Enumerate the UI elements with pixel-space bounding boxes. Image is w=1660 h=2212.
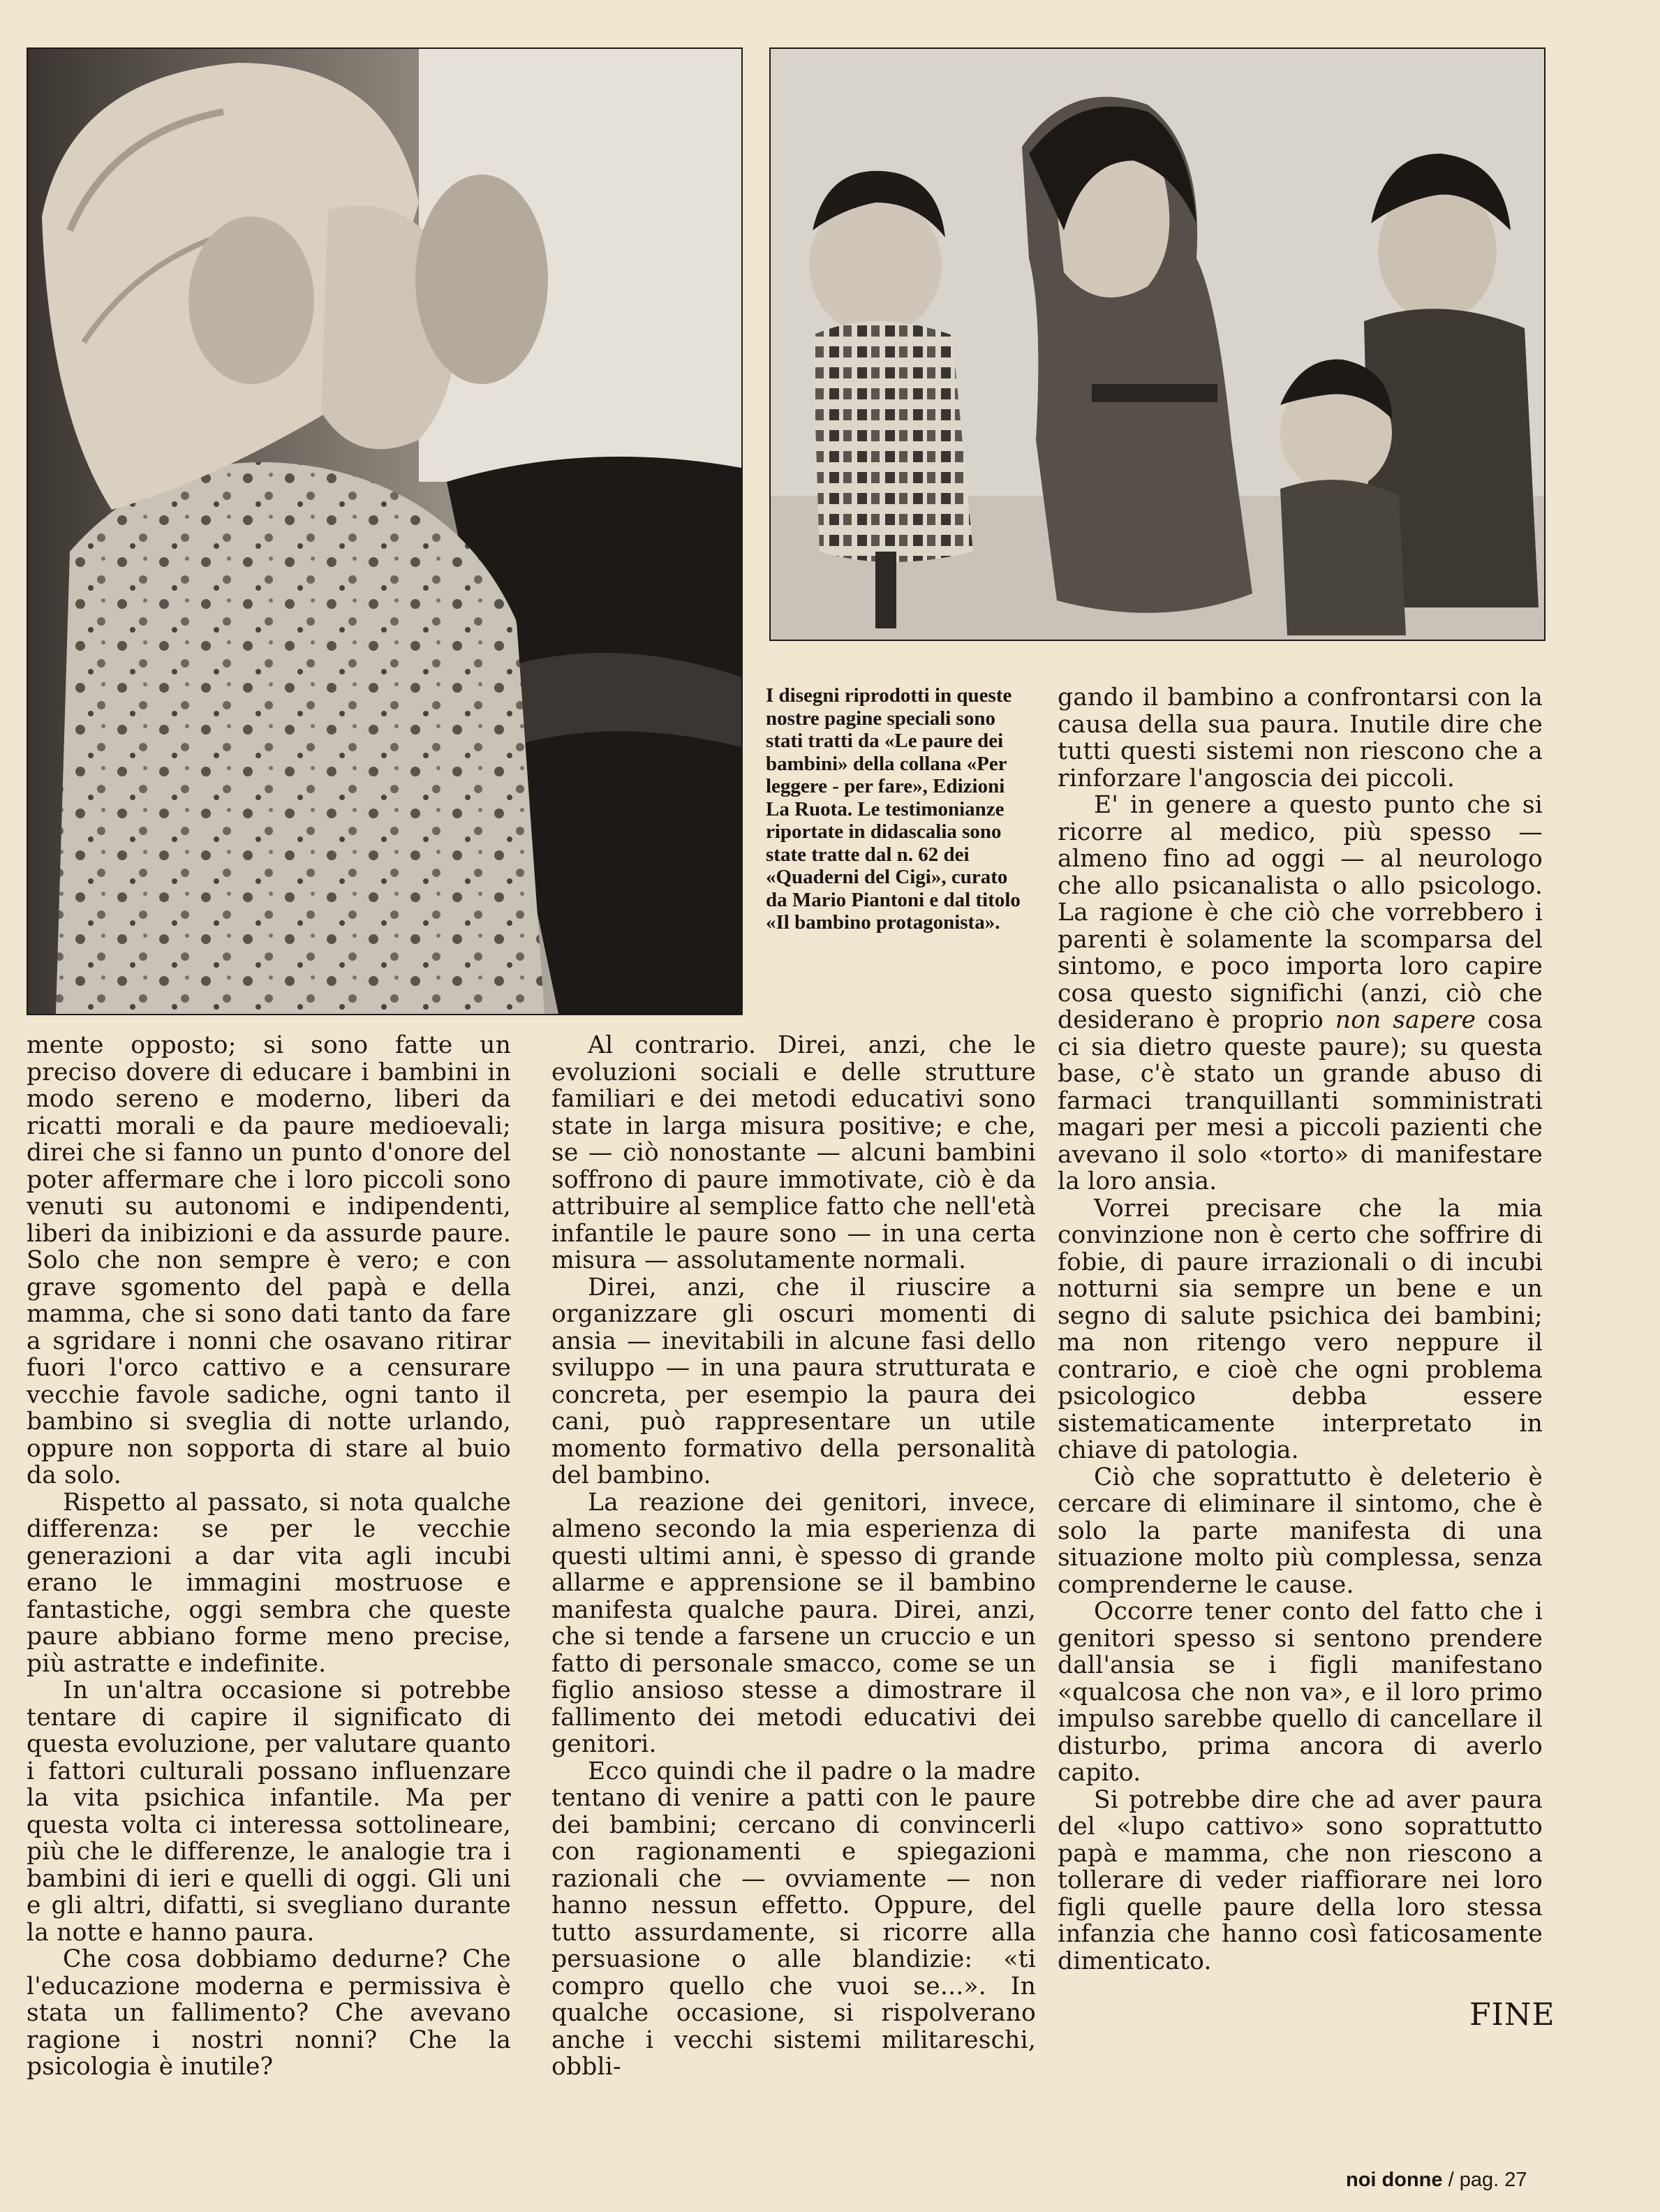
paragraph: mente opposto; si sono fatte un preciso dovere di educare i bambini in modo sereno e moderno, liberi da ricatti morali e da paure medioevali; direi che si fanno un punto d'onore del poter affermare che i loro piccoli sono venuti su autonomi e indipendenti, liberi da inibizioni e da assurde paure. Solo che non sempre è vero; e con grave sgomento del papà e della mamma, che si sono dati tanto da fare a sgridare i nonni che osavano ritirar fuori l'orco cattivo e a censurare vecchie favole sadiche, ogni tanto il bambino si sveglia di notte urlando, oppure non sopporta di stare al buio da solo. [27,1031,511,1489]
paragraph: In un'altra occasione si potrebbe tentare di capire il significato di questa evoluzione, per valutare quanto i fattori culturali possano influenzare la vita psichica infantile. Ma per questa volta ci interessa sottolineare, più che le differenze, le analogie tra i bambini di ieri e quelli di oggi. Gli uni e gli altri, difatti, si svegliano durante la notte e hanno paura. [27,1676,511,1947]
paragraph: gando il bambino a confrontarsi con la causa della sua paura. Inutile dire che tutti questi sistemi non riescono che a rinforzare l'angoscia dei piccoli. [1058,684,1543,792]
paragraph: Ciò che soprattutto è deleterio è cercare di eliminare il sintomo, che è solo la parte manifesta di una situazione molto più complessa, senza comprenderne le cause. [1058,1463,1543,1599]
paragraph: Si potrebbe dire che ad aver paura del «lupo cattivo» sono soprattutto papà e mamma, che non riescono a tollerare di veder riaffiorare nei loro figli quelle paure della loro stessa infanzia che hanno così faticosamente dimenticato. [1058,1785,1543,1975]
page-number: pag. 27 [1459,2169,1527,2191]
paragraph: Direi, anzi, che il riuscire a organizzare gli oscuri momenti di ansia — inevitabili in alcune fasi dello sviluppo — in una paura strutturata e concreta, per esempio la paura dei cani, può rappresentare un utile momento formativo della personalità del bambino. [551,1273,1036,1489]
article-column-3 [1058,684,1543,1975]
end-mark: FINE [1469,1997,1555,2033]
paragraph-text: E' in genere a questo punto che si ricorre al medico, più spesso — almeno fino ad oggi — al neurologo che allo psicanalista o allo psicologo. La ragione è che ciò che vorrebbero i parenti è solamente la scomparsa del sintomo, e poco importa loro capire cosa questo significhi (anzi, ciò che desiderano è proprio [1058,791,1543,1034]
photo-children [769,47,1546,641]
paragraph: Al contrario. Direi, anzi, che le evoluzioni sociali e delle strutture familiari e dei metodi educativi sono state in larga misura positive; e che, se — ciò nonostante — alcuni bambini soffrono di paure immotivate, ciò è da attribuire al semplice fatto che nell'età infantile le paure sono — in una certa misura — assolutamente normali. [551,1031,1036,1274]
article-column-2 [551,1032,1036,2081]
emphasis: non sapere [1335,1006,1476,1034]
paragraph [1058,792,1543,1195]
photo-children-image [771,49,1544,640]
paragraph: La reazione dei genitori, invece, almeno secondo la mia esperienza di questi ultimi anni, è spesso di grande allarme e apprensione se il bambino manifesta qualche paura. Direi, anzi, che si tende a farsene un cruccio e un fatto di personale smacco, come se un figlio ansioso stesse a dimostrare il fallimento dei metodi educativi dei genitori. [551,1488,1036,1758]
paragraph: Occorre tener conto del fatto che i genitori spesso si sentono prendere dall'ansia se i figli manifestano «qualcosa che non va», e il loro primo impulso sarebbe quello di cancellare il disturbo, prima ancora di averlo capito. [1058,1598,1543,1787]
photo-caption: I disegni riprodotti in queste nostre pagine speciali sono stati tratti da «Le paure dei bambini» della collana «Per leggere - per fare», Edizioni La Ruota. Le testimonianze riportate in didascalia sono state tratte dal n. 62 dei «Quaderni del Cigi», curato da Mario Piantoni e dal titolo «Il bambino protagonista». [766,684,1021,934]
paragraph: Vorrei precisare che la mia convinzione non è certo che soffrire di fobie, di paure irrazionali o di incubi notturni sia sempre un bene e un segno di salute psichica dei bambini; ma non ritengo vero neppure il contrario, e cioè che ogni problema psicologico debba essere sistematicamente interpretato in chiave di patologia. [1058,1194,1543,1464]
magazine-name: noi donne [1346,2169,1443,2191]
photo-girl-image [28,49,741,1014]
paragraph: Ecco quindi che il padre o la madre tentano di venire a patti con le paure dei bambini; cercano di convincerli con ragionamenti e spiegazioni razionali che — ovviamente — non hanno nessun effetto. Oppure, del tutto assurdamente, si ricorre alla persuasione o alle blandizie: «ti compro quello che vuoi se...». In qualche occasione, si rispolverano anche i vecchi sistemi militareschi, obbli- [551,1757,1036,2081]
paragraph: Rispetto al passato, si nota qualche differenza: se per le vecchie generazioni a dar vita agli incubi erano le immagini mostruose e fantastiche, oggi sembra che queste paure abbiano forme meno precise, più astratte e indefinite. [27,1488,511,1678]
page-footer [1346,2169,1527,2192]
photo-girl [27,47,743,1015]
footer-separator: / [1448,2169,1454,2191]
paragraph-text: cosa ci sia dietro queste paure); su questa base, c'è stato un grande abuso di farmaci tranquillanti somministrati magari per mesi a piccoli pazienti che avevano il solo «torto» di manifestare la loro ansia. [1058,1006,1543,1195]
article-column-1 [27,1032,511,2081]
paragraph: Che cosa dobbiamo dedurne? Che l'educazione moderna e permissiva è stata un fallimento? Che avevano ragione i nostri nonni? Che la psicologia è inutile? [27,1945,511,2081]
